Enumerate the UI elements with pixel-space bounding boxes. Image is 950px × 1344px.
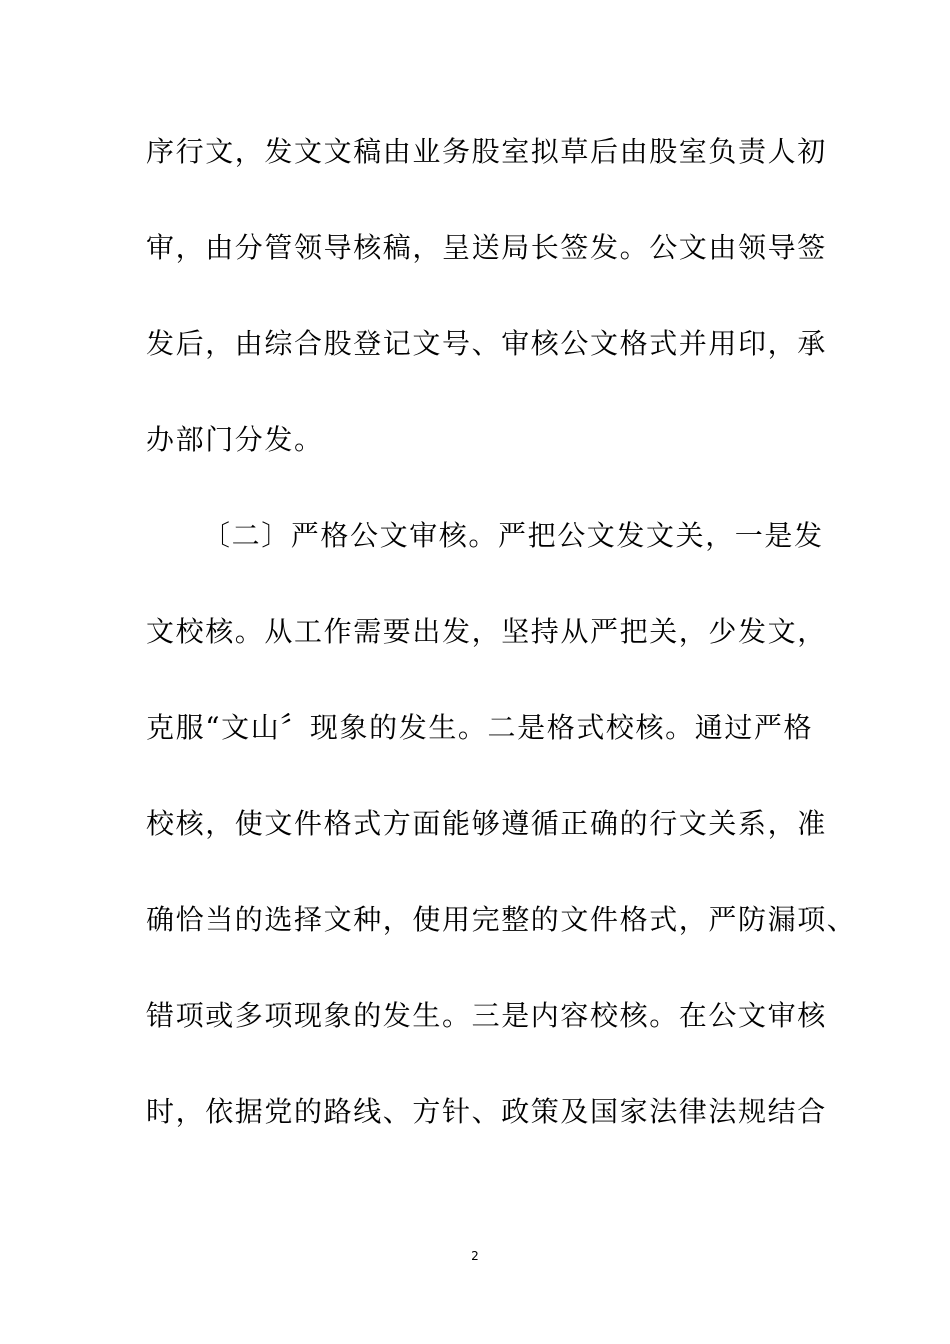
text-line: 确恰当的选择文种，使用完整的文件格式，严防漏项、: [146, 903, 857, 936]
text-line: 发后，由综合股登记文号、审核公文格式并用印，承: [146, 327, 827, 360]
text-line: 时，依据党的路线、方针、政策及国家法律法规结合: [146, 1095, 827, 1128]
text-line: 错项或多项现象的发生。三是内容校核。在公文审核: [146, 999, 827, 1032]
text-line: 校核，使文件格式方面能够遵循正确的行文关系，准: [146, 807, 827, 840]
paragraph-start-line: 〔二〕严格公文审核。严把公文发文关，一是发: [202, 519, 824, 552]
page-number: 2: [471, 1249, 479, 1263]
text-line: 克服“文山〞现象的发生。二是格式校核。通过严格: [146, 711, 814, 744]
text-line: 文校核。从工作需要出发，坚持从严把关，少发文，: [146, 615, 827, 648]
text-line: 审，由分管领导核稿，呈送局长签发。公文由领导签: [146, 231, 827, 264]
body-text: [146, 128, 857, 1184]
text-line: 序行文，发文文稿由业务股室拟草后由股室负责人初: [146, 135, 827, 168]
text-line: 办部门分发。: [146, 423, 324, 456]
